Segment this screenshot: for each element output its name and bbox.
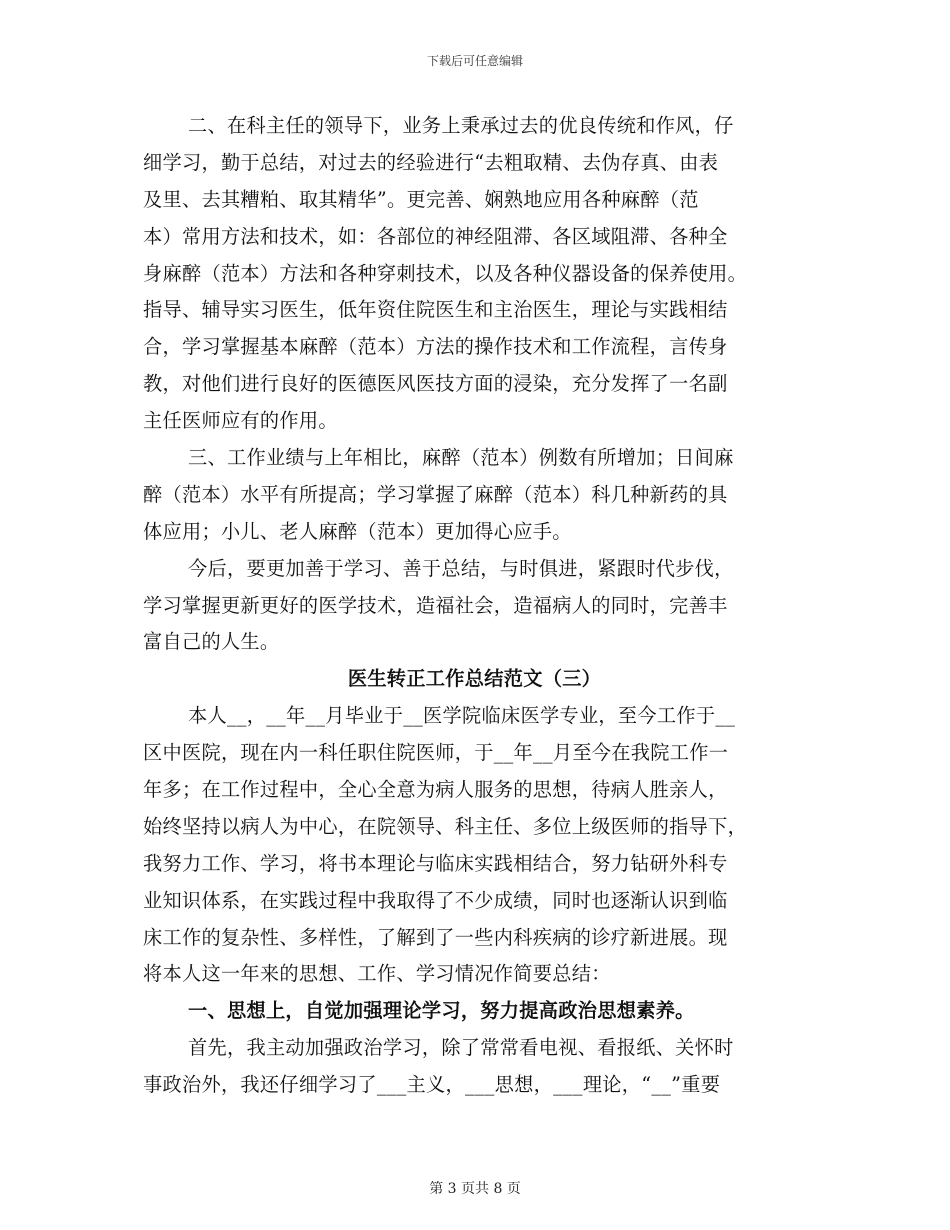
- paragraph-line: 三、工作业绩与上年相比，麻醉（范本）例数有所增加；日间麻: [188, 446, 734, 470]
- paragraph-line: 主任医师应有的作用。: [143, 409, 338, 433]
- paragraph-line: 指导、辅导实习医生，低年资住院医生和主治医生，理论与实践相结: [143, 298, 728, 322]
- paragraph-line: 体应用；小儿、老人麻醉（范本）更加得心应手。: [143, 519, 572, 543]
- paragraph-line: 床工作的复杂性、多样性，了解到了一些内科疾病的诊疗新进展。现: [143, 925, 728, 949]
- paragraph-line: 今后，要更加善于学习、善于总结，与时俱进，紧跟时代步伐，: [188, 556, 734, 580]
- paragraph-line: 本人__，__年__月毕业于__医学院临床医学专业，至今工作于__: [188, 704, 736, 728]
- subsection-heading: 一、思想上，自觉加强理论学习，努力提高政治思想素养。: [188, 999, 695, 1023]
- paragraph-line: 本）常用方法和技术，如：各部位的神经阻滞、各区域阻滞、各种全: [143, 224, 728, 248]
- paragraph-line: 学习掌握更新更好的医学技术，造福社会，造福病人的同时，完善丰: [143, 593, 728, 617]
- page-header: 下载后可任意编辑: [426, 54, 523, 68]
- section-title: 医生转正工作总结范文（三）: [347, 667, 602, 691]
- paragraph-line: 二、在科主任的领导下，业务上秉承过去的优良传统和作风，仔: [188, 114, 734, 137]
- paragraph-line: 身麻醉（范本）方法和各种穿刺技术，以及各种仪器设备的保养使用。: [143, 261, 748, 285]
- paragraph-line: 合，学习掌握基本麻醉（范本）方法的操作技术和工作流程，言传身: [143, 335, 728, 359]
- paragraph-line: 首先，我主动加强政治学习，除了常常看电视、看报纸、关怀时: [188, 1036, 734, 1060]
- paragraph-line: 事政治外，我还仔细学习了___主义，___思想，___理论，“__”重要: [143, 1073, 721, 1097]
- paragraph-line: 年多；在工作过程中，全心全意为病人服务的思想，待病人胜亲人，: [143, 778, 728, 802]
- paragraph-line: 始终坚持以病人为中心，在院领导、科主任、多位上级医师的指导下，: [143, 814, 748, 838]
- paragraph-line: 细学习，勤于总结，对过去的经验进行“去粗取精、去伪存真、由表: [143, 150, 719, 174]
- page-footer: 第 3 页共 8 页: [429, 1181, 521, 1197]
- document-body: [143, 108, 806, 1104]
- paragraph-line: 醉（范本）水平有所提高；学习掌握了麻醉（范本）科几种新药的具: [143, 482, 728, 506]
- paragraph-line: 富自己的人生。: [143, 630, 280, 654]
- paragraph-line: 及里、去其糟粕、取其精华”。更完善、娴熟地应用各种麻醉（范: [143, 187, 699, 211]
- paragraph-line: 我努力工作、学习，将书本理论与临床实践相结合，努力钻研外科专: [143, 851, 728, 875]
- paragraph-line: 业知识体系，在实践过程中我取得了不少成绩，同时也逐渐认识到临: [143, 888, 728, 912]
- paragraph-line: 将本人这一年来的思想、工作、学习情况作简要总结：: [143, 962, 611, 986]
- paragraph-line: 教，对他们进行良好的医德医风医技方面的浸染，充分发挥了一名副: [143, 372, 728, 396]
- paragraph-line: 区中医院，现在内一科任职住院医师，于__年__月至今在我院工作一: [143, 741, 729, 765]
